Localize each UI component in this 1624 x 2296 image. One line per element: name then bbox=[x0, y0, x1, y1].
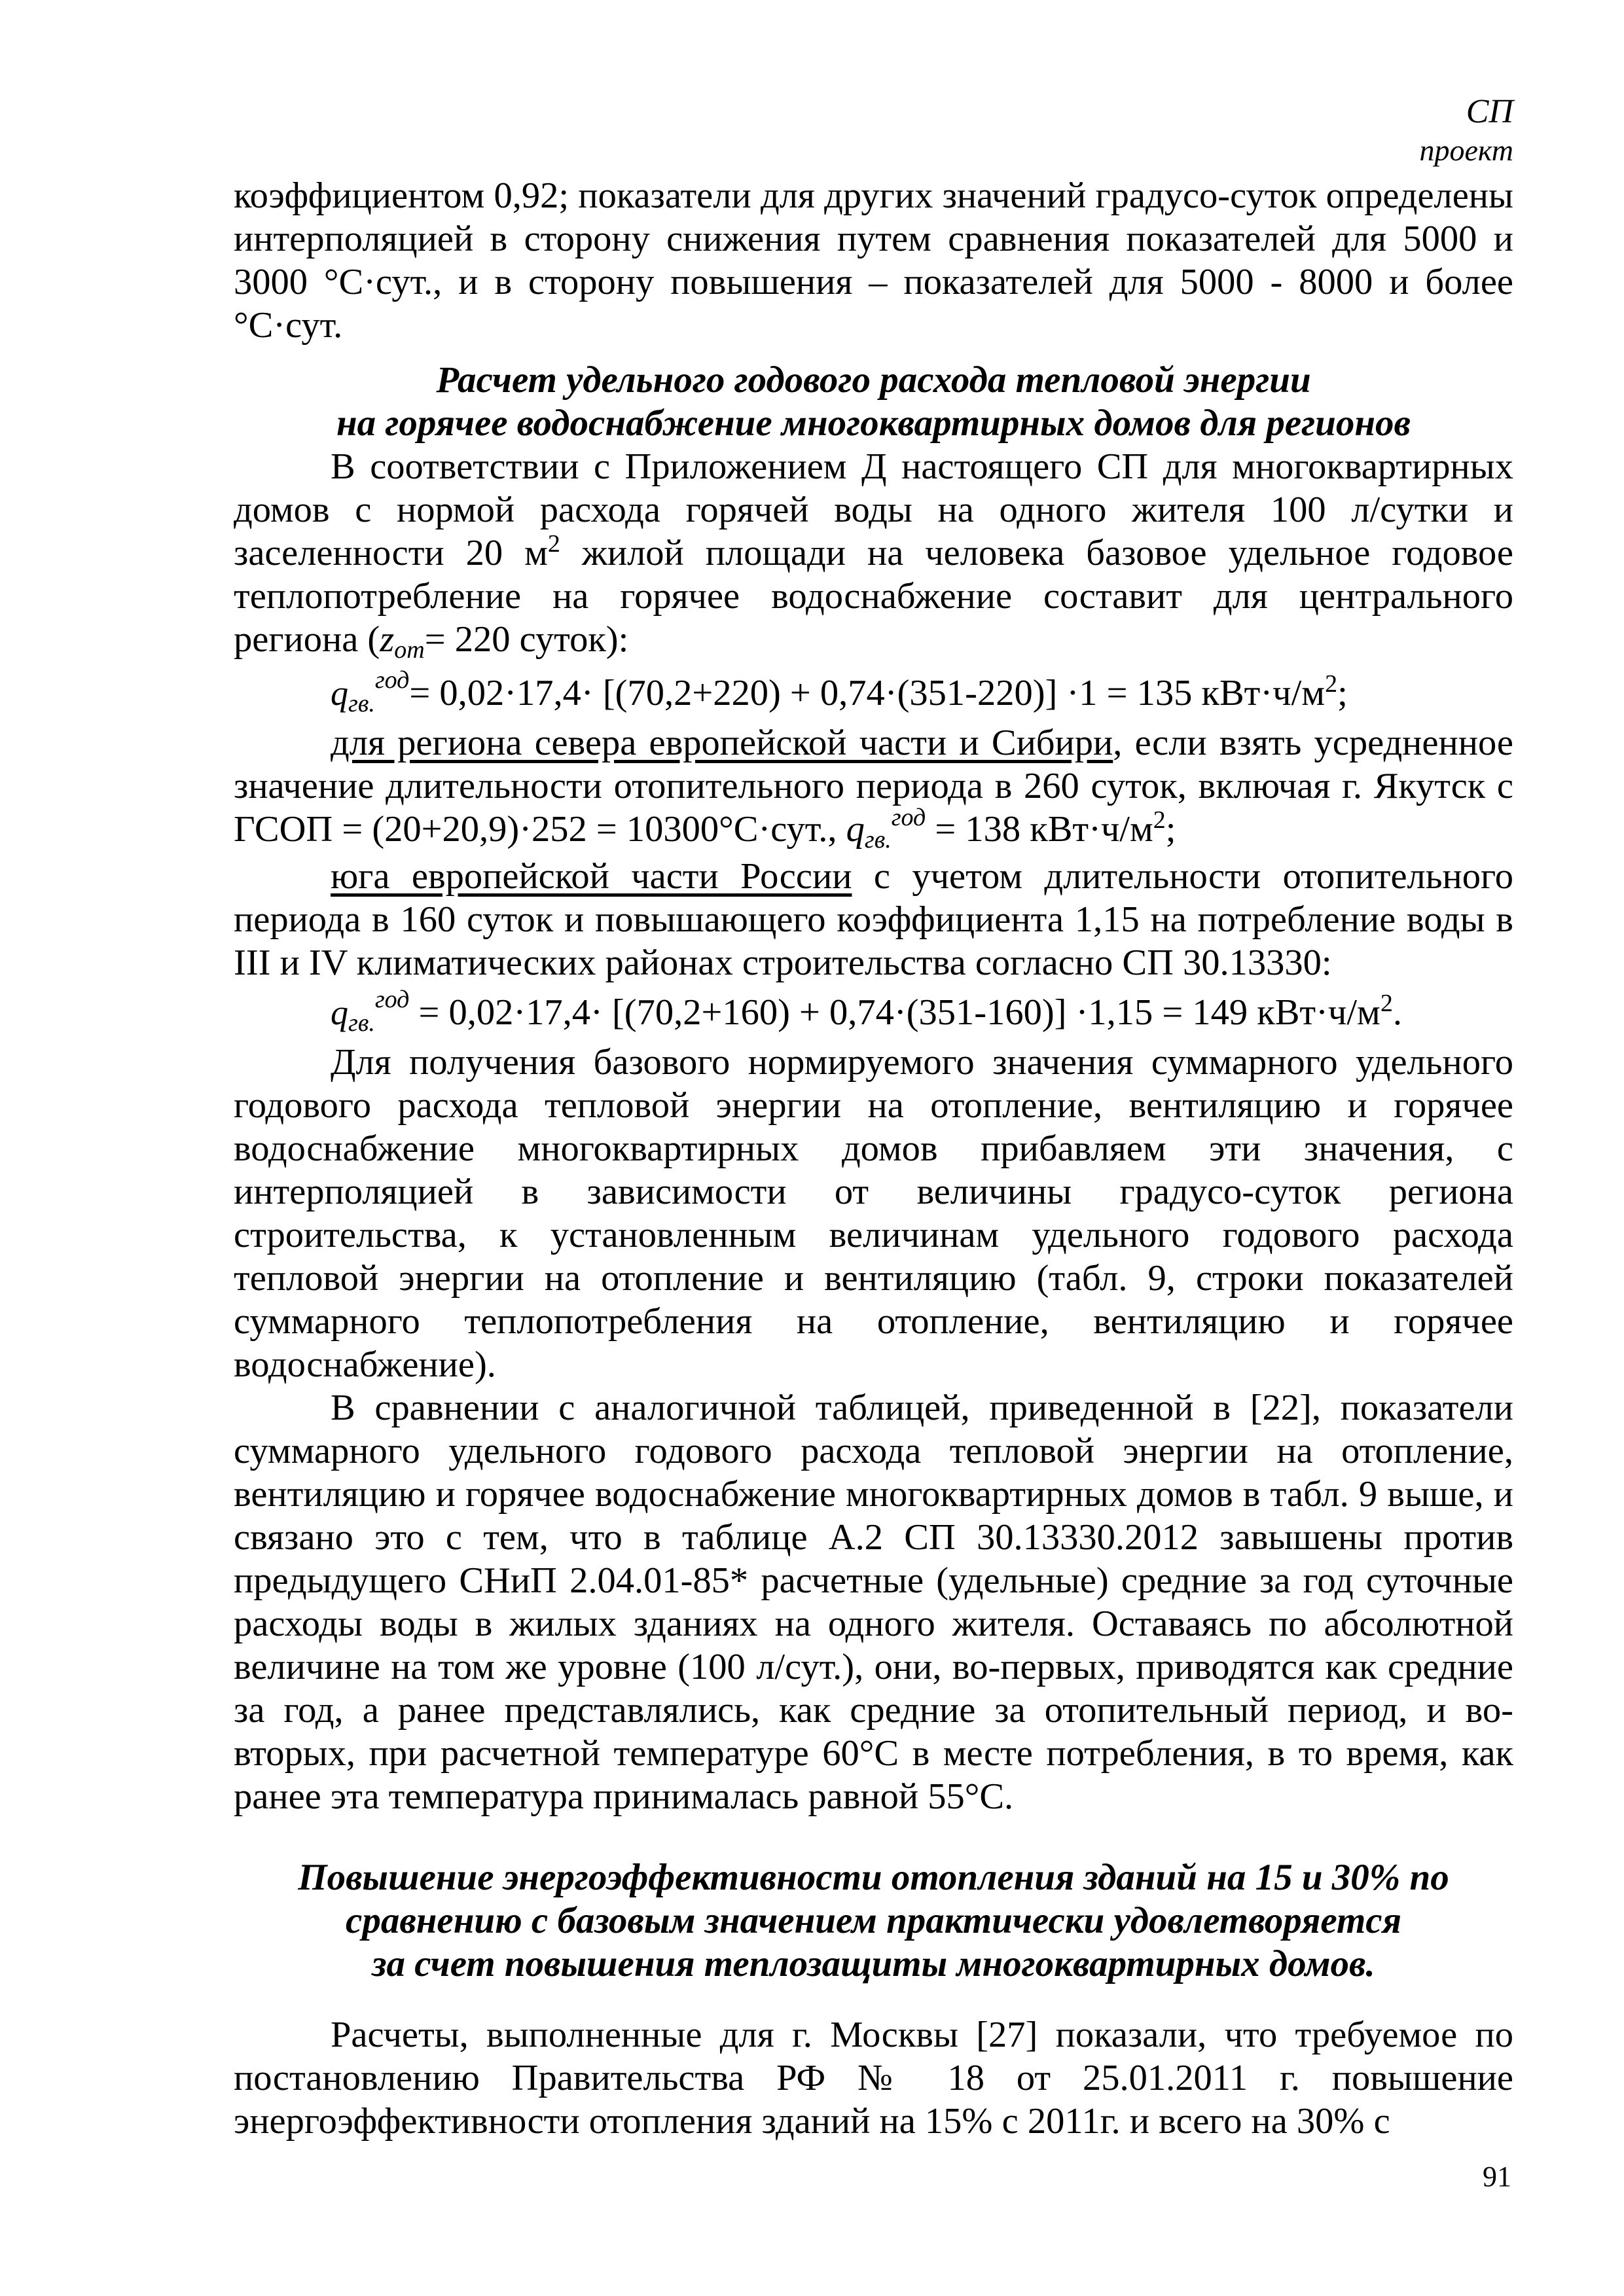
paragraph-south-region bbox=[234, 855, 1513, 984]
formula-south bbox=[234, 986, 1513, 1038]
heading-line: Расчет удельного годового расхода тепловой энергии bbox=[436, 359, 1311, 401]
formula-expression: = 0,02·17,4· [(70,2+160) + 0,74·(351-160)] ·1,15 = 149 кВт·ч/м bbox=[409, 992, 1380, 1033]
formula-central bbox=[234, 666, 1513, 719]
section-heading-hot-water bbox=[234, 359, 1513, 445]
header-status: проект bbox=[1419, 134, 1513, 167]
text-run: = 220 суток): bbox=[424, 619, 629, 660]
header-code: СП bbox=[1466, 93, 1513, 130]
text-run: В соответствии с Приложением Д настоящего СП для многоквартирных домов с нормой расхода горячей воды на одного жителя 100 л/сутки и заселенности 20 м bbox=[234, 446, 1513, 573]
text-run: , если взять усредненное значение длительности отопительного периода в 260 суток, включая г. Якутск с ГСОП = (20+20,9)·252 = 10300°С·сут., bbox=[234, 723, 1513, 850]
superscript: 2 bbox=[1380, 990, 1393, 1018]
page-header bbox=[1419, 92, 1513, 169]
paragraph-north-region bbox=[234, 721, 1513, 855]
underlined-text: юга европейской части России bbox=[331, 856, 852, 897]
text-run: ; bbox=[1165, 809, 1176, 850]
subscript: гв. bbox=[864, 826, 892, 853]
section-heading-efficiency bbox=[234, 1856, 1513, 1986]
text-run: ; bbox=[1337, 673, 1348, 713]
subscript: гв. bbox=[348, 690, 375, 717]
subscript: от bbox=[394, 636, 425, 664]
page-number: 91 bbox=[1483, 2161, 1511, 2193]
variable-q: q bbox=[331, 673, 348, 713]
text-run: с учетом длительности отопительного периода в 160 суток и повышающего коэффициента 1,15 на потребление воды в III и IV климатических районах строительства согласно СП 30.13330: bbox=[234, 856, 1513, 983]
superscript: 2 bbox=[1153, 806, 1166, 834]
text-run: жилой площади на человека базовое удельное годовое теплопотребление на горячее водоснабжение составит для центрального региона ( bbox=[234, 533, 1514, 660]
heading-line: сравнению с базовым значением практически удовлетворяется bbox=[346, 1900, 1401, 1941]
paragraph-intro: коэффициентом 0,92; показатели для других значений градусо-суток определены интерполяцией в сторону снижения путем сравнения показателей для 5000 и 3000 °С·сут., и в сторону повышения – показателей для 5000 - 8000 и более °С·сут. bbox=[234, 175, 1513, 346]
heading-line: Повышение энергоэффективности отопления зданий на 15 и 30% по bbox=[298, 1857, 1449, 1898]
variable-q: q bbox=[331, 993, 348, 1032]
heading-line: за счет повышения теплозащиты многоквартирных домов. bbox=[372, 1943, 1375, 1984]
superscript: год bbox=[374, 666, 410, 694]
paragraph-base-value: Для получения базового нормируемого значения суммарного удельного годового расхода тепловой энергии на отопление, вентиляцию и горячее водоснабжение многоквартирных домов прибавляем эти значения, с интерполяцией в зависимости от величины градусо-суток региона строительства, к установленным величинам удельного годового расхода тепловой энергии на отопление и вентиляцию (табл. 9, строки показателей суммарного теплопотребления на отопление, вентиляцию и горячее водоснабжение). bbox=[234, 1042, 1513, 1385]
underlined-text: для региона севера европейской части и Сибири bbox=[331, 723, 1113, 763]
superscript: 2 bbox=[547, 530, 560, 558]
superscript: год bbox=[374, 986, 410, 1013]
paragraph-moscow: Расчеты, выполненные для г. Москвы [27] показали, что требуемое по постановлению Правительства РФ № 18 от 25.01.2011 г. повышение энергоэффективности отопления зданий на 15% с 2011г. и всего на 30% с bbox=[234, 2015, 1513, 2142]
variable-z: z bbox=[380, 619, 395, 660]
paragraph-comparison: В сравнении с аналогичной таблицей, приведенной в [22], показатели суммарного удельного годового расхода тепловой энергии на отопление, вентиляцию и горячее водоснабжение многоквартирных домов в табл. 9 выше, и связано это с тем, что в таблице А.2 СП 30.13330.2012 завышены против предыдущего СНиП 2.04.01-85* расчетные (удельные) средние за год суточные расходы воды в жилых зданиях на одного жителя. Оставаясь по абсолютной величине на том же уровне (100 л/сут.), они, во-первых, приводятся как средние за год, а ранее представлялись, как средние за отопительный период, и во-вторых, при расчетной температуре 60°С в месте потребления, в то время, как ранее эта температура принималась равной 55°С. bbox=[234, 1388, 1513, 1817]
page-body bbox=[234, 174, 1513, 2143]
heading-line: на горячее водоснабжение многоквартирных домов для регионов bbox=[336, 403, 1411, 444]
formula-expression: = 0,02·17,4· [(70,2+220) + 0,74·(351-220)] ·1 = 135 кВт·ч/м bbox=[409, 673, 1326, 713]
superscript: 2 bbox=[1325, 670, 1338, 698]
text-run: = 138 кВт·ч/м bbox=[926, 809, 1153, 850]
subscript: гв. bbox=[348, 1009, 375, 1037]
superscript: год bbox=[891, 804, 926, 831]
text-run: . bbox=[1392, 992, 1402, 1033]
variable-q: q bbox=[846, 809, 865, 850]
paragraph-central-region bbox=[234, 445, 1513, 665]
